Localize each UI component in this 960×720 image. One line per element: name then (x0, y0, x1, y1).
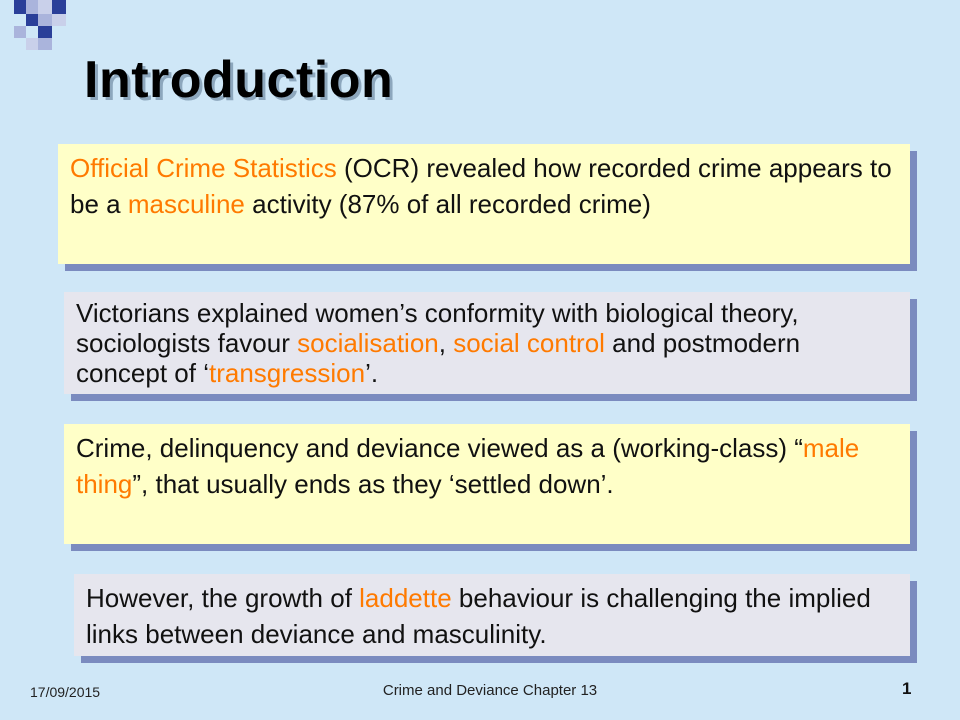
text-segment: However, the growth of (86, 583, 360, 613)
text-segment: and postmodern concept of ‘ (76, 328, 801, 388)
text-segment: (OCR) revealed how recorded crime appears to be a (70, 153, 892, 219)
page-number: 1 (902, 679, 912, 698)
text-box-male-thing (64, 424, 910, 544)
text-segment: Crime, delinquency and deviance viewed as a (working-class) “ (76, 433, 803, 463)
highlighted-term: laddette (359, 583, 452, 613)
text-segment: ’. (365, 358, 379, 388)
highlighted-term: male thing (76, 433, 860, 499)
text-box-ocr (58, 144, 910, 264)
highlighted-term: Official Crime Statistics (70, 153, 337, 183)
text-segment: Victorians explained women’s conformity with biological theory, sociologists favour (76, 298, 799, 358)
text-box-victorians (64, 292, 910, 394)
highlighted-term: socialisation (297, 328, 439, 358)
text-segment: behaviour is challenging the implied links between deviance and masculinity. (86, 583, 871, 649)
text-box-laddette (74, 574, 910, 656)
slide-title: Introduction (84, 51, 394, 109)
highlighted-term: transgression (208, 358, 366, 388)
highlighted-term: masculine (127, 189, 245, 219)
text-segment: activity (87% of all recorded crime) (244, 189, 651, 219)
footer-date: 17/09/2015 (30, 684, 101, 700)
corner-squares-decoration (0, 0, 80, 60)
highlighted-term: social control (453, 328, 605, 358)
text-segment: ”, that usually ends as they ‘settled down’. (132, 469, 614, 499)
text-segment: , (438, 328, 454, 358)
footer-title: Crime and Deviance Chapter 13 (382, 682, 598, 699)
